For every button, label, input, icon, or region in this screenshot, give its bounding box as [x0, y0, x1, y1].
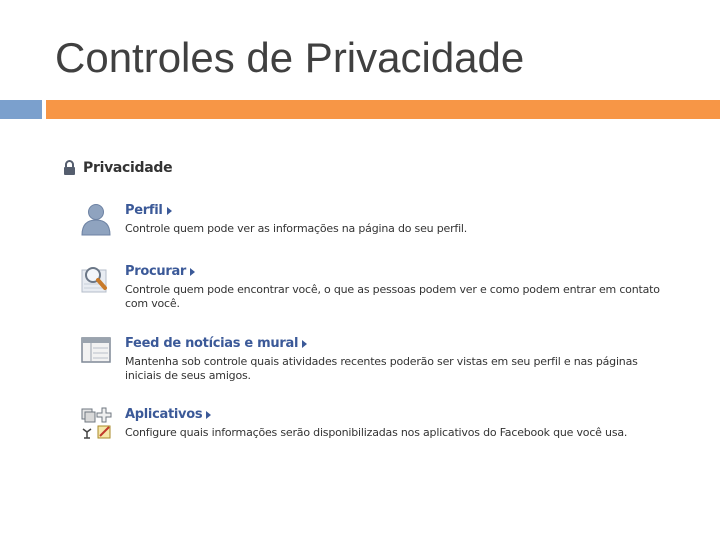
profile-silhouette-icon [80, 201, 114, 237]
chevron-right-icon [190, 268, 195, 276]
news-feed-icon [80, 334, 114, 370]
feed-description: Mantenha sob controle quais atividades recentes poderão ser vistas em seu perfil e nas páginas iniciais de seus amigos. [125, 355, 638, 382]
accent-bar-blue [0, 100, 42, 119]
chevron-right-icon [167, 207, 172, 215]
lock-icon [63, 160, 76, 176]
feed-link[interactable]: Feed de notícias e mural [125, 336, 307, 351]
search-magnifier-icon [80, 262, 114, 298]
aplicativos-link[interactable]: Aplicativos [125, 407, 211, 422]
procurar-link[interactable]: Procurar [125, 264, 195, 279]
privacy-header [63, 159, 172, 177]
applications-icon [80, 405, 114, 441]
privacy-title: Privacidade [83, 160, 173, 176]
procurar-description: Controle quem pode encontrar você, o que as pessoas podem ver e como podem entrar em contato com você. [125, 283, 660, 310]
aplicativos-description: Configure quais informações serão disponibilizadas nos aplicativos do Facebook que você usa. [125, 426, 628, 439]
perfil-description: Controle quem pode ver as informações na página do seu perfil. [125, 222, 468, 235]
accent-bar-orange [46, 100, 720, 119]
chevron-right-icon [302, 340, 307, 348]
chevron-right-icon [206, 411, 211, 419]
perfil-link[interactable]: Perfil [125, 203, 172, 218]
slide-title: Controles de Privacidade [55, 34, 525, 81]
